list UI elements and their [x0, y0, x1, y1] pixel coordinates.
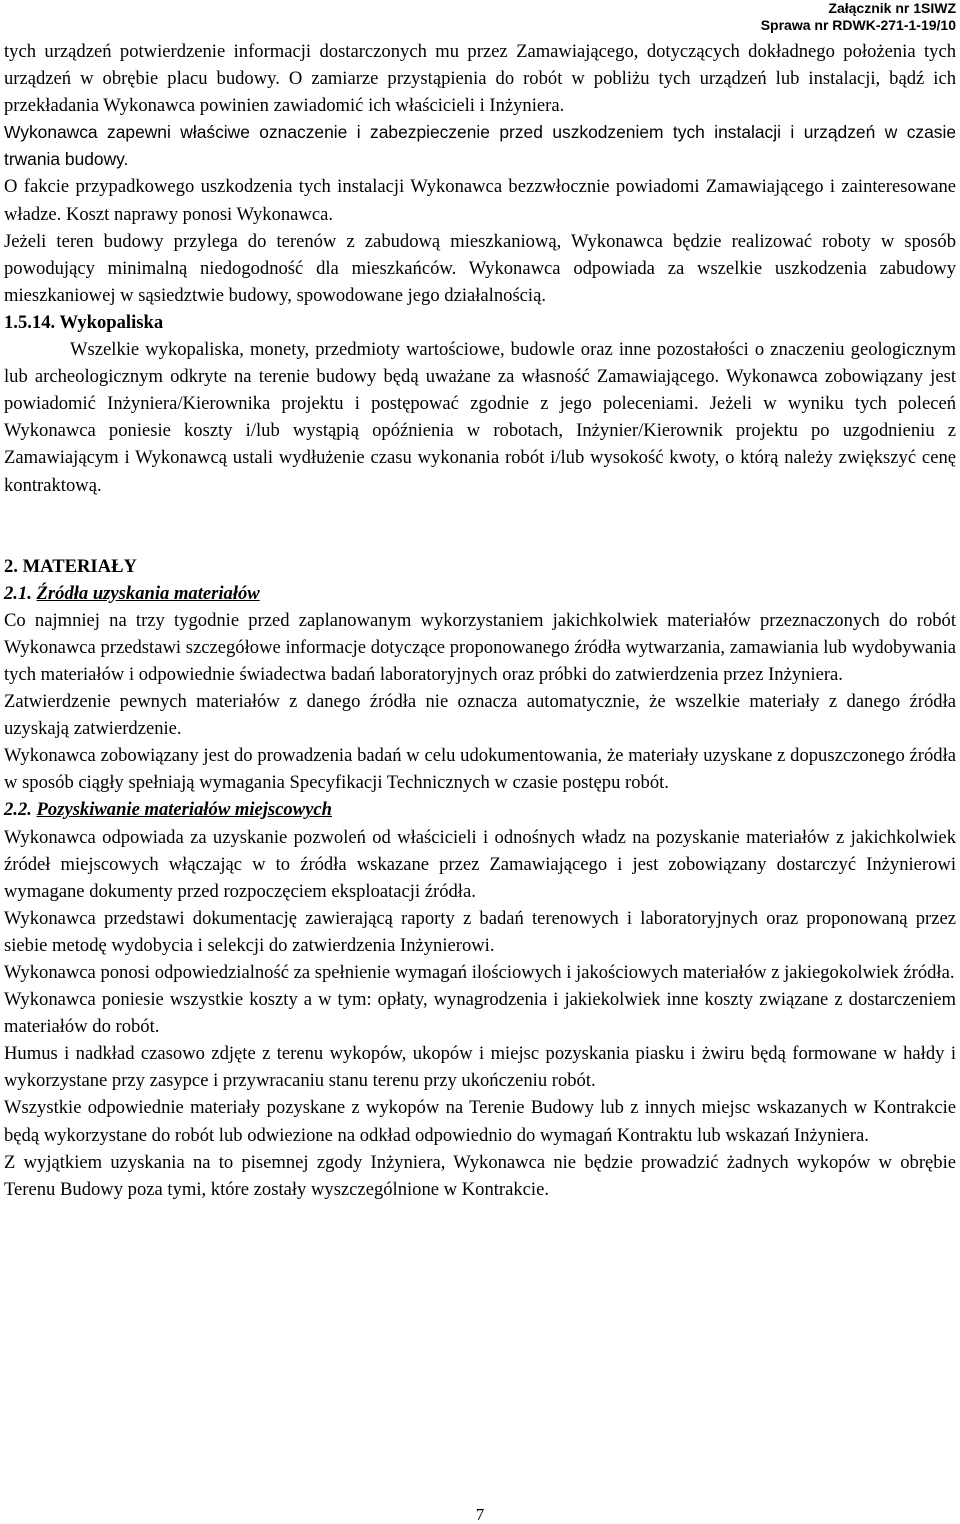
section-heading-1-5-14: 1.5.14. Wykopaliska	[4, 311, 164, 333]
paragraph: tych urządzeń potwierdzenie informacji dostarczonych mu przez Zamawiającego, dotyczących dokładnego położenia tych urządzeń w obrębie placu budowy. O zamiarze przystąpienia do robót w pobliżu tych urządzeń lub instalacji, bądź ich przekładania Wykonawca powinien zawiadomić ich właścicieli i Inżyniera.	[4, 41, 956, 117]
paragraph: Humus i nadkład czasowo zdjęte z terenu wykopów, ukopów i miejsc pozyskania piasku i żwiru będą formowane w hałdy i wykorzystane przy zasypce i przywracaniu stanu terenu przy ukończeniu robót.	[4, 1043, 956, 1092]
paragraph: Wykonawca odpowiada za uzyskanie pozwoleń od właścicieli i odnośnych władz na pozyskanie materiałów z jakichkolwiek źródeł miejscowych włączając w to źródła wskazane przez Zamawiającego i jest zobowiązany dostarczyć Inżynierowi wymagane dokumenty przed rozpoczęciem eksploatacji źródła.	[4, 826, 956, 902]
paragraph: Wykonawca poniesie wszystkie koszty a w tym: opłaty, wynagrodzenia i jakiekolwiek inne koszty związane z dostarczeniem materiałów do robót.	[4, 989, 956, 1038]
paragraph: Wykonawca zapewni właściwe oznaczenie i zabezpieczenie przed uszkodzeniem tych instalacji i urządzeń w czasie trwania budowy.	[4, 122, 956, 170]
paragraph: O fakcie przypadkowego uszkodzenia tych instalacji Wykonawca bezzwłocznie powiadomi Zamawiającego i zainteresowane władze. Koszt naprawy ponosi Wykonawca.	[4, 176, 956, 225]
subsection-number: 2.2.	[4, 799, 32, 821]
paragraph: Wykonawca ponosi odpowiedzialność za spełnienie wymagań ilościowych i jakościowych materiałów z jakiegokolwiek źródła.	[4, 962, 955, 983]
paragraph: Wykonawca przedstawi dokumentację zawierającą raporty z badań terenowych i laboratoryjnych oraz proponowaną przez siebie metodę wydobycia i selekcji do zatwierdzenia Inżynierowi.	[4, 907, 956, 956]
paragraph: Z wyjątkiem uzyskania na to pisemnej zgody Inżyniera, Wykonawca nie będzie prowadzić żadnych wykopów w obrębie Terenu Budowy poza tymi, które zostały wyszczególnione w Kontrakcie.	[4, 1151, 956, 1200]
paragraph: Wszystkie odpowiednie materiały pozyskane z wykopów na Terenie Budowy lub z innych miejsc wskazanych w Kontrakcie będą wykorzystane do robót lub odwiezione na odkład odpowiednio do wymagań Kontraktu lub wskazań Inżyniera.	[4, 1097, 956, 1146]
paragraph: Wszelkie wykopaliska, monety, przedmioty wartościowe, budowle oraz inne pozostałości o znaczeniu geologicznym lub archeologicznym odkryte na terenie budowy będą uważane za własność Zamawiającego. Wykonawca zobowiązany jest powiadomić Inżyniera/Kierownika projektu i postępować zgodnie z jego poleceniami. Jeżeli w wyniku tych poleceń Wykonawca poniesie koszty i/lub wystąpią opóźnienia w robotach, Inżynier/Kierownik projektu po uzgodnieniu z Zamawiającym i Wykonawcą ustali wydłużenie czasu wykonania robót i/lub wysokość kwoty, o którą należy zwiększyć cenę kontraktową.	[4, 339, 956, 496]
spacer	[4, 499, 956, 553]
subsection-heading-2-1	[4, 580, 956, 607]
page-header	[761, 0, 956, 34]
document-body	[4, 38, 956, 1203]
page-number: 7	[475, 1505, 485, 1524]
paragraph: Co najmniej na trzy tygodnie przed zaplanowanym wykorzystaniem jakichkolwiek materiałów przeznaczonych do robót Wykonawca przedstawi szczegółowe informacje dotyczące proponowanego źródła wytwarzania, zamawiania lub wydobywania tych materiałów i odpowiednie świadectwa badań laboratoryjnych oraz próbki do zatwierdzenia przez Inżyniera.	[4, 609, 956, 685]
paragraph: Wykonawca zobowiązany jest do prowadzenia badań w celu udokumentowania, że materiały uzyskane z dopuszczonego źródła w sposób ciągły spełniają wymagania Specyfikacji Technicznych w czasie postępu robót.	[4, 745, 956, 794]
subsection-number: 2.1.	[4, 582, 32, 604]
attachment-label: Załącznik nr 1SIWZ	[828, 0, 956, 16]
subsection-title: Pozyskiwanie materiałów miejscowych	[36, 799, 332, 821]
paragraph: Zatwierdzenie pewnych materiałów z danego źródła nie oznacza automatycznie, że wszelkie materiały z danego źródła uzyskają zatwierdzenie.	[4, 691, 956, 740]
case-number: Sprawa nr RDWK-271-1-19/10	[760, 17, 956, 33]
section-heading-2: 2. MATERIAŁY	[4, 555, 137, 577]
paragraph: Jeżeli teren budowy przylega do terenów z zabudową mieszkaniową, Wykonawca będzie realizować roboty w sposób powodujący minimalną niedogodność dla mieszkańców. Wykonawca odpowiada za wszelkie uszkodzenia zabudowy mieszkaniowej w sąsiedztwie budowy, spowodowane jego działalnością.	[4, 230, 956, 306]
subsection-heading-2-2	[4, 796, 956, 823]
subsection-title: Źródła uzyskania materiałów	[36, 582, 260, 604]
